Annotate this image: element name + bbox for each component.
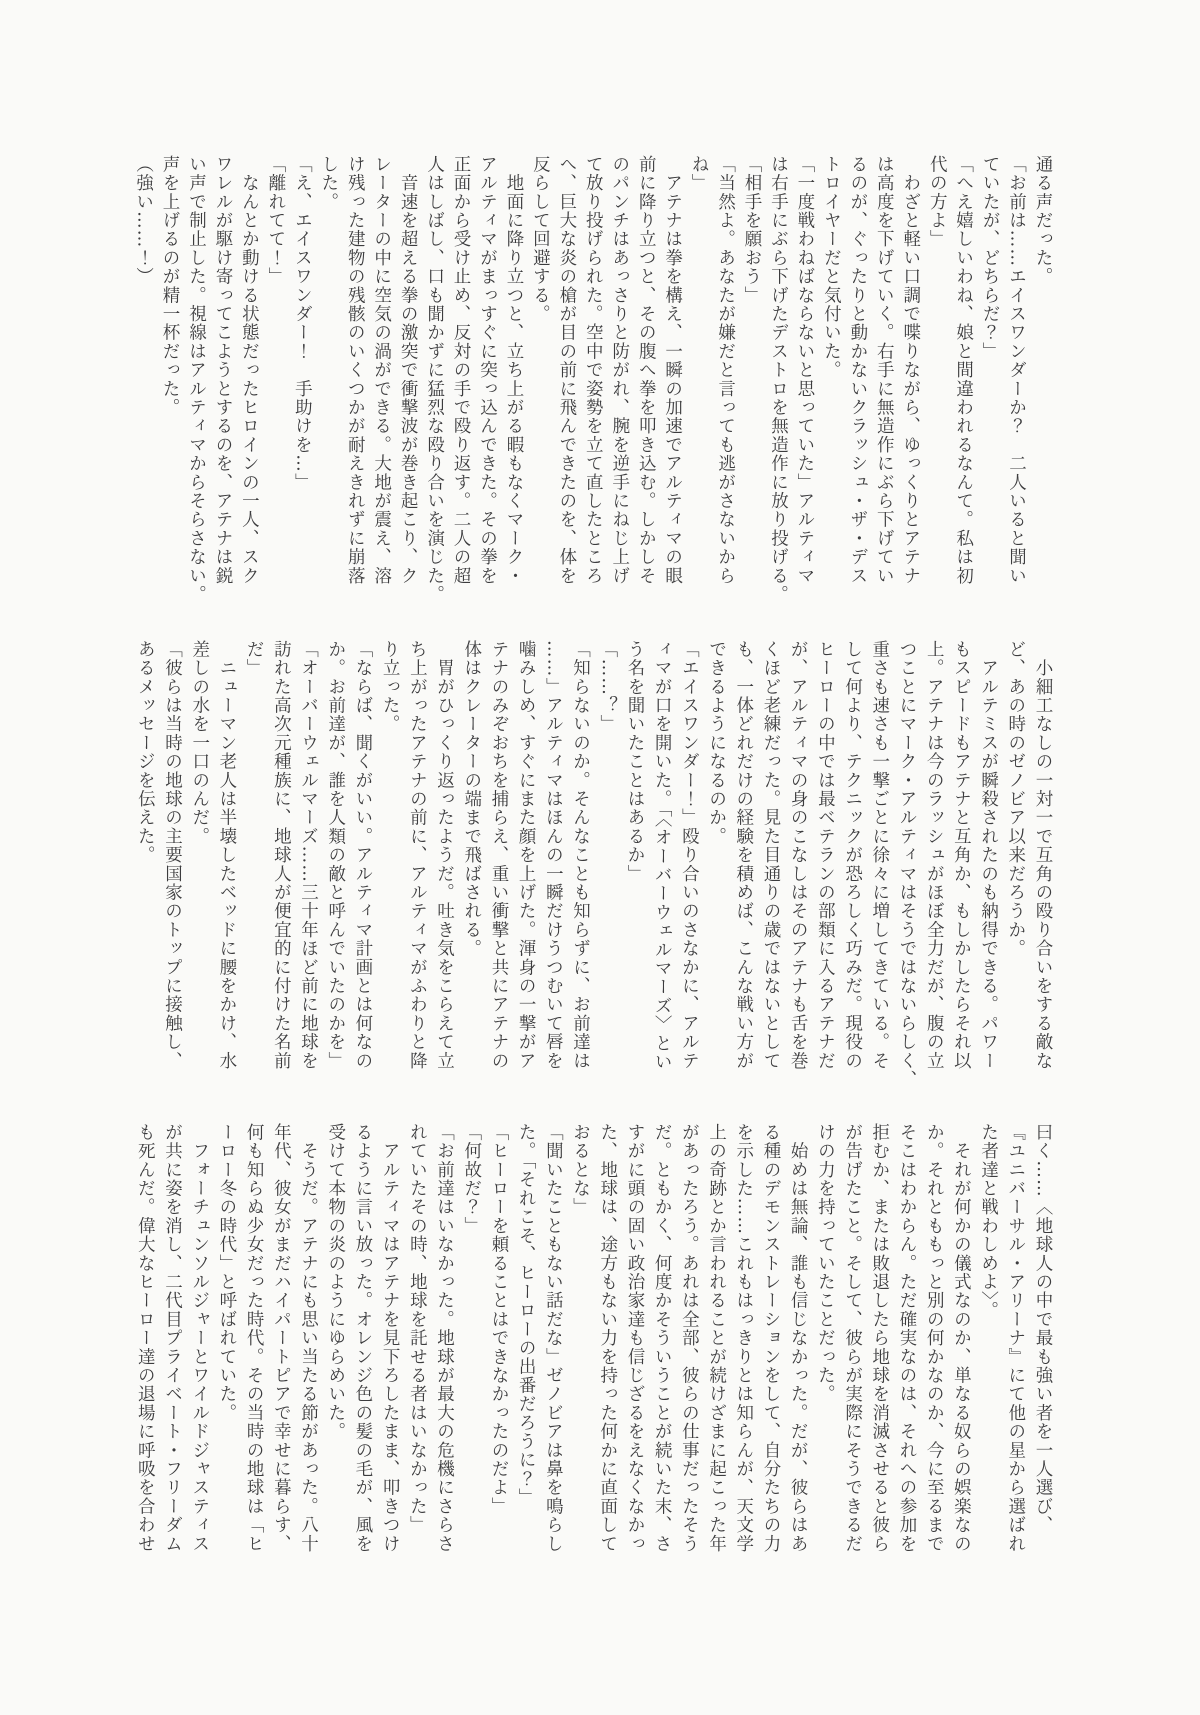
text-column: 「ヒーローを頼ることはできなかったのだよ」	[488, 1123, 509, 1516]
text-column: 「聞いたこともない話だな」ゼノビアは鼻を鳴らし	[543, 1123, 564, 1554]
text-column: 地面に降り立つと、立ち上がる暇もなくマーク・	[503, 155, 524, 586]
text-column: 差しの水を一口のんだ。	[189, 640, 210, 846]
text-column: も、一体どれだけの経験を積めば、こんな戦い方が	[733, 640, 754, 1071]
text-column: そこはわからん。ただ確実なのは、それへの参加を	[896, 1123, 917, 1554]
text-column: があったろう。あれは全部、彼らの仕事だったそう	[679, 1123, 700, 1554]
text-column: 「……？」	[597, 640, 618, 734]
text-band-top	[130, 155, 1056, 607]
text-column: 始めは無論、誰も信じなかった。だが、彼らはあ	[788, 1123, 809, 1554]
text-column: け残った建物の残骸のいくつかが耐えきれずに崩落	[345, 155, 366, 586]
text-column: それが何かの儀式なのか、単なる奴らの娯楽なの	[951, 1123, 972, 1554]
text-column: る種のデモンストレーションをして、自分たちの力	[760, 1123, 781, 1554]
text-column: 反らして回避する。	[530, 155, 551, 324]
text-column: て放り投げられた。空中で姿勢を立て直したところ	[583, 155, 604, 586]
text-column: 「相手を願おう」	[742, 155, 763, 305]
text-column: アテナは拳を構え、一瞬の加速でアルティマの眼	[662, 155, 683, 586]
text-column: 訪れた高次元種族に、地球人が便宜的に付けた名前	[271, 640, 292, 1071]
text-column: 上。アテナは今のラッシュがほぼ全力だが、腹の立	[924, 640, 945, 1071]
text-column: アルテミスが瞬殺されたのも納得できる。パワー	[978, 640, 999, 1071]
text-column: 「オーバーウェルマーズ……三十年ほど前に地球を	[298, 640, 319, 1071]
text-column: 受けて本物の炎のようにゆらめいた。	[325, 1123, 346, 1441]
text-column: テナのみぞおちを捕らえ、重い衝撃と共にアテナの	[488, 640, 509, 1071]
text-column: るのが、ぐったりと動かないクラッシュ・ザ・デス	[847, 155, 868, 586]
text-column: 「何故だ？」	[461, 1123, 482, 1236]
text-column: アルティマがまっすぐに突っ込んできた。その拳を	[477, 155, 498, 586]
text-column: 重さも速さも一撃ごとに徐々に増してきている。そ	[869, 640, 890, 1071]
text-column: 前に降り立つと、その腹へ拳を叩き込む。しかしそ	[636, 155, 657, 586]
text-column: 噛みしめ、すぐにまた顔を上げた。渾身の一撃がア	[516, 640, 537, 1071]
text-column: ていたが、どちらだ？」	[980, 155, 1001, 361]
text-column: は高度を下げていく。右手に無造作にぶら下げてい	[874, 155, 895, 586]
text-column: 曰く……〈地球人の中で最も強い者を一人選び、	[1033, 1123, 1053, 1535]
text-column: した。	[318, 155, 339, 212]
text-column: を示した……これもはっきりとは知らんが、天文学	[733, 1123, 754, 1554]
text-column: そうだ。アテナにも思い当たる節があった。八十	[298, 1123, 319, 1554]
text-column: 声を上げるのが精一杯だった。	[160, 155, 181, 417]
text-column: あるメッセージを伝えた。	[135, 640, 156, 865]
text-column: た者達と戦わしめよ〉。	[978, 1123, 999, 1320]
text-column: ィマが口を開いた。「〈オーバーウェルマーズ〉とい	[652, 640, 673, 1072]
text-column: ……」アルティマはほんの一瞬だけうつむいて唇を	[543, 640, 564, 1071]
text-column: けの力を持っていたことだった。	[815, 1123, 836, 1404]
text-column: 胃がひっくり返ったようだ。吐き気をこらえて立	[434, 640, 455, 1071]
text-column: へ、巨大な炎の槍が目の前に飛んできたのを、体を	[556, 155, 577, 586]
text-column: は右手にぶら下げたデストロを無造作に放り投げる。	[768, 155, 789, 604]
text-column: 「お前達はいなかった。地球が最大の危機にさらさ	[434, 1123, 455, 1554]
text-column: すがに頭の固い政治家達も信じざるをえなくなかっ	[624, 1123, 645, 1554]
text-column: 人はしばし、口も聞かずに猛烈な殴り合いを演じた。	[424, 155, 445, 604]
text-column: だ」	[244, 640, 265, 678]
text-column: 「知らないのか。そんなことも知らずに、お前達は	[570, 640, 591, 1071]
text-column: が告げたこと。そして、彼らが実際にそうできるだ	[842, 1123, 863, 1554]
text-column: 拒むか、または敗退したら地球を消滅させると彼ら	[869, 1123, 890, 1554]
text-column: ヒーローの中では最ベテランの部類に入るアテナだ	[815, 640, 836, 1071]
text-column: もスピードもアテナと互角か、もしかしたらそれ以	[951, 640, 972, 1071]
text-column: レーターの中に空気の渦ができる。大地が震え、溶	[371, 155, 392, 586]
text-column: るように言い放った。オレンジ色の髪の毛が、風を	[352, 1123, 373, 1554]
text-column: う名を聞いたことはあるか」	[624, 640, 645, 884]
text-column: （強い……！）	[133, 155, 154, 286]
text-column: 何も知らぬ少女だった時代。その当時の地球は「ヒ	[244, 1123, 265, 1554]
text-column: 上の奇跡とか言われることが続けざまに起こった年	[706, 1123, 727, 1554]
text-column: 「お前は……エイスワンダーか？ 二人いると聞い	[1006, 155, 1027, 586]
text-column: のパンチはあっさりと防がれ、腕を逆手にねじ上げ	[609, 155, 630, 586]
text-column: だ。ともかく、何度かそういうことが続いた末、さ	[652, 1123, 673, 1554]
text-column: 小細工なしの一対一で互角の殴り合いをする敵な	[1033, 640, 1053, 1071]
text-column: ど、あの時のゼノビア以来だろうか。	[1005, 640, 1026, 958]
text-column: アルティマはアテナを見下ろしたまま、叩きつけ	[380, 1123, 401, 1554]
text-column: が、アルティマの身のこなしはそのアテナも舌を巻	[788, 640, 809, 1071]
text-column: ワレルが駆け寄ってこようとするのを、アテナは鋭	[212, 155, 233, 586]
text-column: 「へえ嬉しいわね、娘と間違われるなんて。私は初	[953, 155, 974, 586]
text-column: た。「それこそ、ヒーローの出番だろうに？」	[516, 1123, 537, 1507]
text-column: 体はクレーターの端まで飛ばされる。	[461, 640, 482, 958]
text-column: ニューマン老人は半壊したベッドに腰をかけ、水	[216, 640, 237, 1071]
text-column: 「え、エイスワンダー！ 手助けを…」	[292, 155, 313, 492]
text-column: 『ユニバーサル・アリーナ』にて他の星から選ばれ	[1005, 1123, 1026, 1554]
text-column: ね」	[689, 155, 710, 193]
text-column: 「一度戦わねばならないと思っていた」アルティマ	[794, 155, 815, 586]
text-band-middle	[131, 640, 1056, 1089]
text-column: フォーチュンソルジャーとワイルドジャスティス	[189, 1123, 210, 1554]
text-column: 「離れてて！」	[265, 155, 286, 286]
text-column: い声で制止した。視線はアルティマからそらさない。	[186, 155, 207, 604]
text-column: おるとな」	[570, 1123, 591, 1217]
text-column: ち上がったアテナの前に、アルティマがふわりと降	[407, 640, 428, 1071]
text-column: た、地球は、途方もない力を持った何かに直面して	[597, 1123, 618, 1554]
text-column: れていたその時、地球を託せる者はいなかった」	[407, 1123, 428, 1535]
text-column: 「エイスワンダー！」殴り合いのさなかに、アルテ	[679, 640, 700, 1071]
text-column: が共に姿を消し、二代目プライベート・フリーダム	[162, 1123, 183, 1554]
text-column: できるようになるのか。	[706, 640, 727, 846]
text-column: 正面から受け止め、反対の手で殴り返す。二人の超	[451, 155, 472, 586]
text-column: 年代、彼女がまだハイパートピアで幸せに暮らす、	[271, 1123, 292, 1554]
text-column: か。それとももっと別の何かなのか、今に至るまで	[924, 1123, 945, 1554]
text-column: ーロー冬の時代」と呼ばれていた。	[216, 1123, 237, 1423]
text-column: つことにマーク・アルティマはそうではないらしく、	[896, 640, 917, 1089]
text-column: 「彼らは当時の地球の主要国家のトップに接触し、	[162, 640, 183, 1071]
text-column: なんとか動ける状態だったヒロインの一人、スク	[239, 155, 260, 586]
text-column: か。お前達が、誰を人類の敵と呼んでいたのかを」	[325, 640, 346, 1071]
text-column: わざと軽い口調で喋りながら、ゆっくりとアテナ	[900, 155, 921, 586]
text-column: 「当然よ。あなたが嫌だと言っても逃がさないから	[715, 155, 736, 586]
text-column: 「ならば、聞くがいい。アルティマ計画とは何なの	[352, 640, 373, 1071]
text-band-bottom	[131, 1123, 1056, 1567]
text-column: 代の方よ」	[927, 155, 948, 249]
text-column: り立った。	[380, 640, 401, 734]
text-column: して何より、テクニックが恐ろしく巧みだ。現役の	[842, 640, 863, 1071]
text-column: も死んだ。偉大なヒーロー達の退場に呼吸を合わせ	[135, 1123, 156, 1554]
text-column: くほど老練だった。見た目通りの歳ではないとして	[760, 640, 781, 1071]
text-column: 音速を超える拳の激突で衝撃波が巻き起こり、ク	[398, 155, 419, 586]
text-column: トロイヤーだと気付いた。	[821, 155, 842, 380]
text-column: 通る声だった。	[1033, 155, 1053, 286]
